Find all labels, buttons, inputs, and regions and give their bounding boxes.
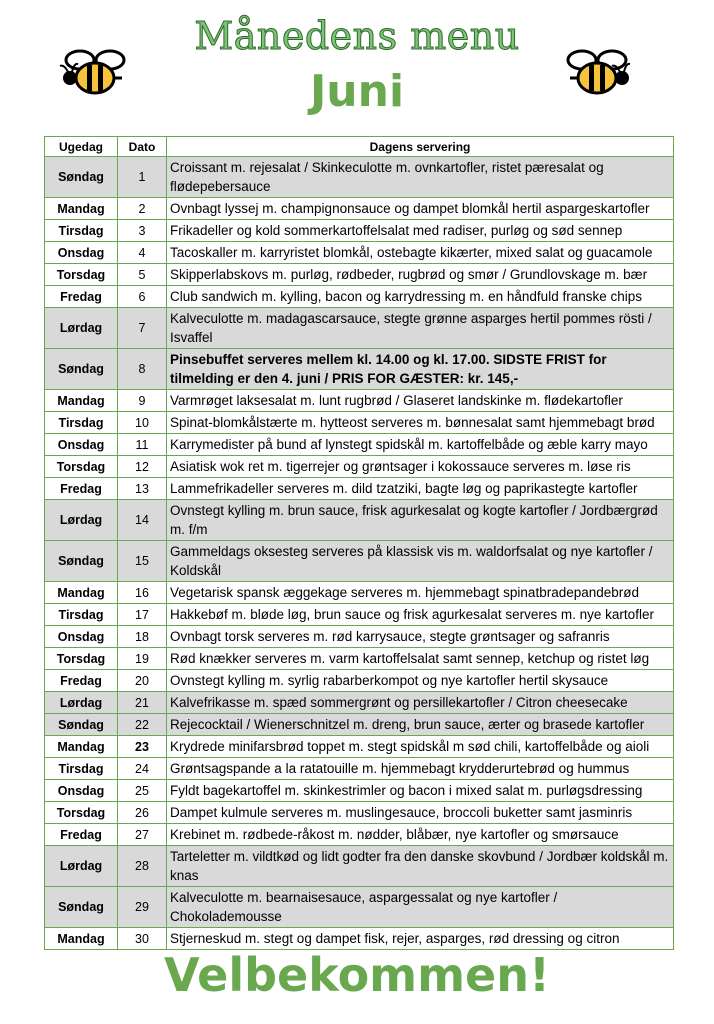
menu-table xyxy=(44,136,674,950)
dish-cell: Kalveculotte m. bearnaisesauce, aspargessalat og nye kartofler / Chokolademousse xyxy=(167,887,674,928)
date-cell: 2 xyxy=(118,198,167,220)
weekday-cell: Tirsdag xyxy=(45,758,118,780)
dish-cell: Karrymedister på bund af lynstegt spidskål m. kartoffelbåde og æble karry mayo xyxy=(167,434,674,456)
table-row xyxy=(45,802,674,824)
header-weekday: Ugedag xyxy=(45,137,118,157)
weekday-cell: Mandag xyxy=(45,390,118,412)
table-row xyxy=(45,626,674,648)
weekday-cell: Søndag xyxy=(45,714,118,736)
date-cell: 13 xyxy=(118,478,167,500)
table-row xyxy=(45,604,674,626)
date-cell: 30 xyxy=(118,928,167,950)
table-row xyxy=(45,220,674,242)
date-cell: 16 xyxy=(118,582,167,604)
header-date: Dato xyxy=(118,137,167,157)
dish-cell: Tarteletter m. vildtkød og lidt godter fra den danske skovbund / Jordbær koldskål m. knas xyxy=(167,846,674,887)
dish-cell: Club sandwich m. kylling, bacon og karrydressing m. en håndfuld franske chips xyxy=(167,286,674,308)
date-cell: 6 xyxy=(118,286,167,308)
dish-cell: Hakkebøf m. bløde løg, brun sauce og frisk agurkesalat serveres m. nye kartofler xyxy=(167,604,674,626)
dish-cell: Ovnstegt kylling m. syrlig rabarberkompot og nye kartofler hertil skysauce xyxy=(167,670,674,692)
table-row xyxy=(45,157,674,198)
weekday-cell: Lørdag xyxy=(45,500,118,541)
date-cell: 29 xyxy=(118,887,167,928)
date-cell: 7 xyxy=(118,308,167,349)
weekday-cell: Fredag xyxy=(45,478,118,500)
date-cell: 14 xyxy=(118,500,167,541)
dish-cell: Pinsebuffet serveres mellem kl. 14.00 og kl. 17.00. SIDSTE FRIST for tilmelding er den 4. juni / PRIS FOR GÆSTER: kr. 145,- xyxy=(167,349,674,390)
weekday-cell: Torsdag xyxy=(45,802,118,824)
dish-cell: Ovnbagt lyssej m. champignonsauce og dampet blomkål hertil aspargeskartofler xyxy=(167,198,674,220)
dish-cell: Tacoskaller m. karryristet blomkål, ostebagte kikærter, mixed salat og guacamole xyxy=(167,242,674,264)
weekday-cell: Torsdag xyxy=(45,456,118,478)
dish-cell: Vegetarisk spansk æggekage serveres m. hjemmebagt spinatbradepandebrød xyxy=(167,582,674,604)
table-row xyxy=(45,692,674,714)
table-row xyxy=(45,456,674,478)
dish-cell: Lammefrikadeller serveres m. dild tzatziki, bagte løg og paprikastegte kartofler xyxy=(167,478,674,500)
date-cell: 12 xyxy=(118,456,167,478)
weekday-cell: Lørdag xyxy=(45,692,118,714)
weekday-cell: Lørdag xyxy=(45,308,118,349)
weekday-cell: Onsdag xyxy=(45,626,118,648)
dish-cell: Spinat-blomkålstærte m. hytteost serveres m. bønnesalat samt hjemmebagt brød xyxy=(167,412,674,434)
weekday-cell: Søndag xyxy=(45,157,118,198)
table-row xyxy=(45,198,674,220)
bee-icon xyxy=(560,44,634,98)
dish-cell: Kalvefrikasse m. spæd sommergrønt og persillekartofler / Citron cheesecake xyxy=(167,692,674,714)
weekday-cell: Onsdag xyxy=(45,434,118,456)
date-cell: 26 xyxy=(118,802,167,824)
weekday-cell: Søndag xyxy=(45,349,118,390)
weekday-cell: Onsdag xyxy=(45,780,118,802)
table-row xyxy=(45,714,674,736)
dish-cell: Croissant m. rejesalat / Skinkeculotte m. ovnkartofler, ristet pæresalat og flødepebersauce xyxy=(167,157,674,198)
bee-icon xyxy=(58,44,132,98)
dish-cell: Ovnstegt kylling m. brun sauce, frisk agurkesalat og kogte kartofler / Jordbærgrød m. f/m xyxy=(167,500,674,541)
table-row xyxy=(45,500,674,541)
table-row xyxy=(45,390,674,412)
table-row xyxy=(45,758,674,780)
table-row xyxy=(45,824,674,846)
date-cell: 20 xyxy=(118,670,167,692)
weekday-cell: Fredag xyxy=(45,824,118,846)
table-row xyxy=(45,648,674,670)
dish-cell: Krydrede minifarsbrød toppet m. stegt spidskål m sød chili, kartoffelbåde og aioli xyxy=(167,736,674,758)
table-row xyxy=(45,478,674,500)
page-title: Månedens menu xyxy=(194,14,520,58)
date-cell: 5 xyxy=(118,264,167,286)
weekday-cell: Fredag xyxy=(45,286,118,308)
table-row xyxy=(45,412,674,434)
date-cell: 8 xyxy=(118,349,167,390)
dish-cell: Kalveculotte m. madagascarsauce, stegte grønne asparges hertil pommes rösti / Isvaffel xyxy=(167,308,674,349)
weekday-cell: Mandag xyxy=(45,198,118,220)
weekday-cell: Tirsdag xyxy=(45,412,118,434)
table-row xyxy=(45,846,674,887)
table-row xyxy=(45,736,674,758)
weekday-cell: Søndag xyxy=(45,541,118,582)
month-title: Juni xyxy=(309,66,405,117)
dish-cell: Dampet kulmule serveres m. muslingesauce, broccoli buketter samt jasminris xyxy=(167,802,674,824)
dish-cell: Grøntsagspande a la ratatouille m. hjemmebagt krydderurtebrød og hummus xyxy=(167,758,674,780)
table-header-row xyxy=(45,137,674,157)
date-cell: 4 xyxy=(118,242,167,264)
table-row xyxy=(45,670,674,692)
header-dish: Dagens servering xyxy=(167,137,674,157)
dish-cell: Rejecocktail / Wienerschnitzel m. dreng, brun sauce, ærter og brasede kartofler xyxy=(167,714,674,736)
table-row xyxy=(45,264,674,286)
weekday-cell: Mandag xyxy=(45,736,118,758)
date-cell: 15 xyxy=(118,541,167,582)
weekday-cell: Torsdag xyxy=(45,648,118,670)
closing-greeting: Velbekommen! xyxy=(164,948,550,1002)
weekday-cell: Tirsdag xyxy=(45,604,118,626)
table-row xyxy=(45,887,674,928)
table-row xyxy=(45,928,674,950)
dish-cell: Asiatisk wok ret m. tigerrejer og grøntsager i kokossauce serveres m. løse ris xyxy=(167,456,674,478)
weekday-cell: Mandag xyxy=(45,928,118,950)
date-cell: 24 xyxy=(118,758,167,780)
date-cell: 21 xyxy=(118,692,167,714)
date-cell: 22 xyxy=(118,714,167,736)
dish-cell: Rød knækker serveres m. varm kartoffelsalat samt sennep, ketchup og ristet løg xyxy=(167,648,674,670)
date-cell: 18 xyxy=(118,626,167,648)
date-cell: 3 xyxy=(118,220,167,242)
dish-cell: Skipperlabskovs m. purløg, rødbeder, rugbrød og smør / Grundlovskage m. bær xyxy=(167,264,674,286)
dish-cell: Stjerneskud m. stegt og dampet fisk, rejer, asparges, rød dressing og citron xyxy=(167,928,674,950)
dish-cell: Frikadeller og kold sommerkartoffelsalat med radiser, purløg og sød sennep xyxy=(167,220,674,242)
date-cell: 23 xyxy=(118,736,167,758)
date-cell: 11 xyxy=(118,434,167,456)
table-row xyxy=(45,286,674,308)
table-row xyxy=(45,780,674,802)
date-cell: 17 xyxy=(118,604,167,626)
date-cell: 25 xyxy=(118,780,167,802)
date-cell: 27 xyxy=(118,824,167,846)
date-cell: 19 xyxy=(118,648,167,670)
table-row xyxy=(45,582,674,604)
table-row xyxy=(45,349,674,390)
dish-cell: Gammeldags oksesteg serveres på klassisk vis m. waldorfsalat og nye kartofler / Koldskål xyxy=(167,541,674,582)
dish-cell: Ovnbagt torsk serveres m. rød karrysauce, stegte grøntsager og safranris xyxy=(167,626,674,648)
weekday-cell: Torsdag xyxy=(45,264,118,286)
weekday-cell: Onsdag xyxy=(45,242,118,264)
weekday-cell: Tirsdag xyxy=(45,220,118,242)
date-cell: 1 xyxy=(118,157,167,198)
date-cell: 10 xyxy=(118,412,167,434)
weekday-cell: Fredag xyxy=(45,670,118,692)
table-row xyxy=(45,308,674,349)
weekday-cell: Søndag xyxy=(45,887,118,928)
date-cell: 9 xyxy=(118,390,167,412)
table-row xyxy=(45,541,674,582)
dish-cell: Varmrøget laksesalat m. lunt rugbrød / Glaseret landskinke m. flødekartofler xyxy=(167,390,674,412)
weekday-cell: Mandag xyxy=(45,582,118,604)
table-row xyxy=(45,242,674,264)
weekday-cell: Lørdag xyxy=(45,846,118,887)
table-row xyxy=(45,434,674,456)
dish-cell: Krebinet m. rødbede-råkost m. nødder, blåbær, nye kartofler og smørsauce xyxy=(167,824,674,846)
date-cell: 28 xyxy=(118,846,167,887)
dish-cell: Fyldt bagekartoffel m. skinkestrimler og bacon i mixed salat m. purløgsdressing xyxy=(167,780,674,802)
